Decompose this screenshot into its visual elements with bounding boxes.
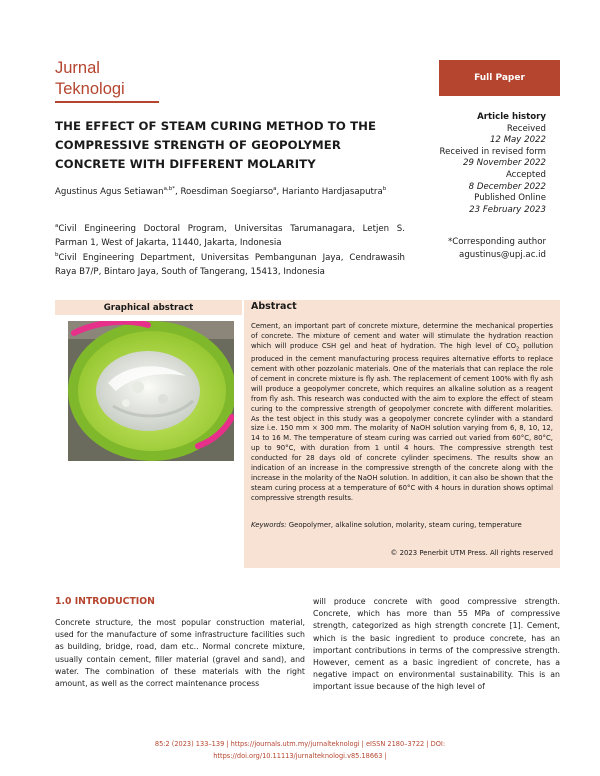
introduction-column-1: Concrete structure, the most popular construction material, used for the manufacture of some infrastructure facilities such as building, bridge, road, dam etc.. Normal concrete mixture, usually contain cement, filler material (gravel and sand), and water. The combination of these materials with the right amount, as well as the correct maintenance process: [55, 618, 305, 689]
corresponding-email[interactable]: agustinus@upj.ac.id: [459, 250, 546, 260]
article-history: [420, 112, 546, 216]
introduction-column-2: will produce concrete with good compressive strength. Concrete, which has more than 55 MPa of compressive strength, categorized as high strength concrete [1]. Cement, which is the basic ingredient to produce concrete, has an important contributions in terms of the compressive strength. However, cement as a basic ingredient of concrete, has a negative impact on environmental sustainability. This is an important issue because of the high level of: [313, 597, 560, 692]
journal-underline: [55, 101, 159, 103]
copyright-notice: © 2023 Penerbit UTM Press. All rights reserved: [390, 549, 553, 557]
paper-type-label: Full Paper: [474, 73, 525, 83]
accepted-label: Accepted: [505, 169, 546, 180]
journal-name-line1: Jurnal: [55, 59, 100, 77]
affiliation: $^a$Civil Engineering Doctoral Program, Universitas Tarumanagara, Letjen S. Parman 1, West of Jakarta, 11440, Jakarta, Indonesia: [55, 223, 405, 248]
article-title: THE EFFECT OF STEAM CURING METHOD TO THE COMPRESSIVE STRENGTH OF GEOPOLYMER CONCRETE WITH DIFFERENT MOLARITY: [55, 119, 377, 171]
history-heading: Article history: [477, 112, 546, 122]
footer-line-1: 85:2 (2023) 133–139 | https://journals.utm.my/jurnalteknologi | eISSN 2180–3722 | DOI:: [154, 740, 446, 748]
author: Harianto Hardjasaputra$^b$: [281, 186, 387, 197]
introduction-heading: 1.0 INTRODUCTION: [55, 596, 155, 607]
revised-label: Received in revised form: [439, 146, 546, 157]
abstract-heading: Abstract: [251, 301, 297, 312]
graphical-abstract-heading: Graphical abstract: [55, 300, 242, 315]
journal-name-line2: Teknologi: [55, 80, 125, 98]
footer-doi[interactable]: https://doi.org/10.11113/jurnalteknologi.v85.18663 |: [213, 751, 387, 760]
footer-citation: [100, 739, 500, 762]
received-date: 12 May 2022: [489, 135, 546, 146]
published-date: 23 February 2023: [469, 204, 546, 215]
received-label: Received: [506, 123, 546, 134]
corresponding-author: [420, 236, 546, 262]
journal-name: [55, 58, 125, 100]
author-list: [55, 185, 405, 199]
author: Roesdiman Soegiarso$^a$,: [180, 186, 282, 197]
author: Agustinus Agus Setiawan$^{a,b*}$,: [55, 186, 181, 197]
abstract-text: Cement, an important part of concrete mixture, determine the mechanical properties of concrete. The mixture of cement and water will stimulate the hydration reaction which will produce CSH gel and heat of hydration. The high level of $CO_2$ pollution produced in the cement manufacturing process requires alternative efforts to replace cement with other pozzolanic materials. One of the materials that can replace the role of cement in concrete mixture is fly ash. The replacement of cement 100% with fly ash will produce a geopolymer concrete, which requires an alkaline solution as a reagent from fly ash. This research was conducted with the aim to explore the effect of steam curing to the compressive strength of geopolymer concrete with different molarities. As the test object in this study was a geopolymer concrete cylinder with a standard size i.e. 150 mm × 300 mm. The molarity of NaOH solution varying from 6, 8, 10, 12, 14 to 16 M. The temperature of steam curing was carried out varied from 60°C, 80°C, up to 90°C, with duration from 1 until 4 hours. The compressive strength test conducted for 28 days old of concrete cylinder specimens. The results show an indication of an increase in the compressive strength of the concrete along with the increase in the molarity of the NaOH solution. In addition, it can also be shown that the steam curing process at a temperature of 60°C with 4 hours in duration shows optimal compressive strength results.: [251, 322, 553, 502]
graphical-abstract-image: [68, 321, 234, 461]
revised-date: 29 November 2022: [463, 158, 546, 169]
paper-type-badge: [439, 60, 560, 96]
affiliation: $^b$Civil Engineering Department, Universitas Pembangunan Jaya, Cendrawasih Raya B7/P, Bintaro Jaya, South of Tangerang, 15413, Indonesia: [55, 252, 405, 277]
corresponding-label: *Corresponding author: [447, 237, 546, 247]
accepted-date: 8 December 2022: [468, 181, 546, 192]
keywords: Keywords: Geopolymer, alkaline solution, molarity, steam curing, temperature: [251, 521, 522, 529]
published-label: Published Online: [474, 193, 546, 204]
affiliations: [55, 223, 405, 281]
